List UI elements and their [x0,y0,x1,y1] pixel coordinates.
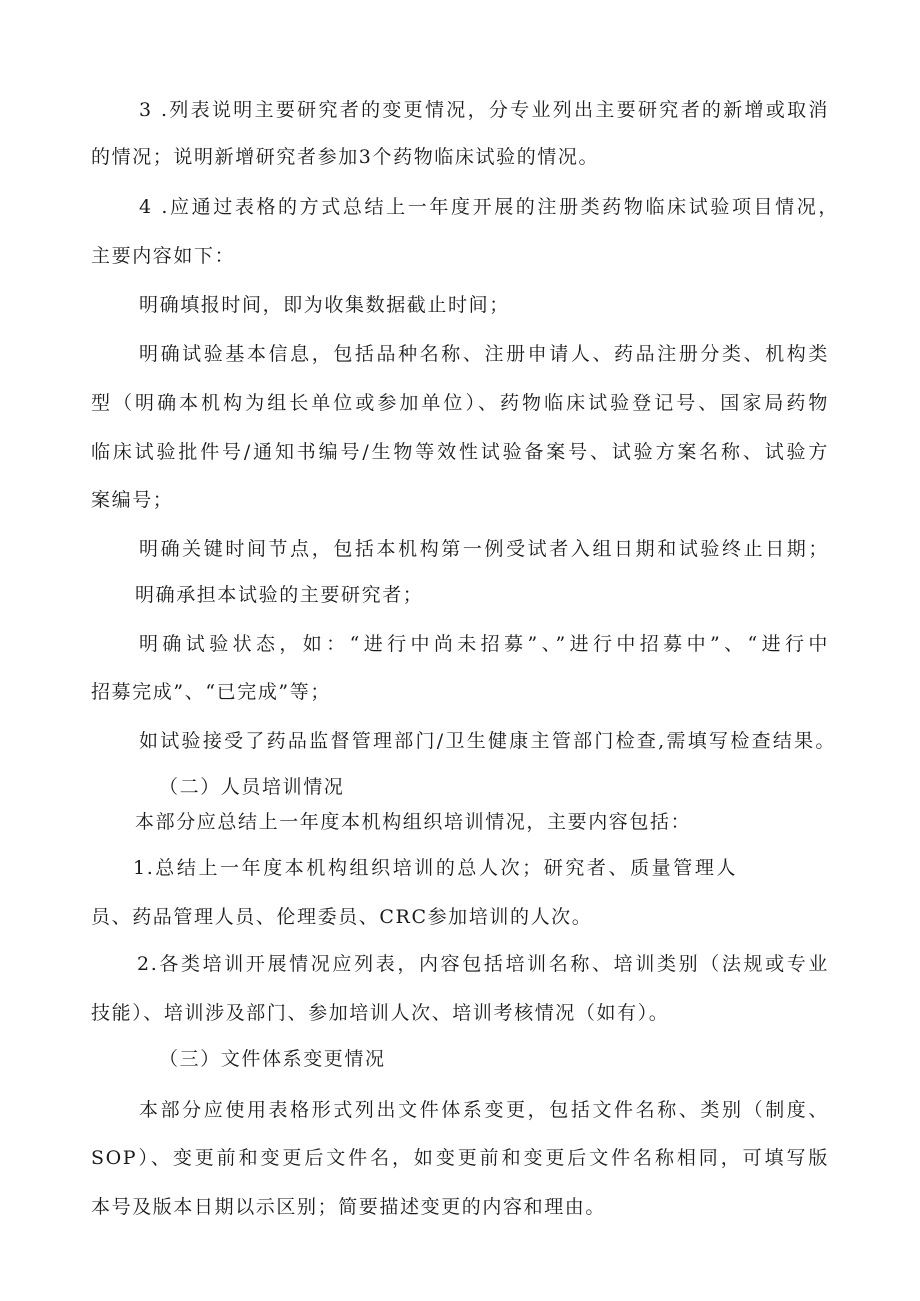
text-line-9: 案编号； [91,489,174,511]
text-line-13: 招募完成”、“已完成”等； [91,681,331,703]
text-line-1: 3 .列表说明主要研究者的变更情况，分专业列出主要研究者的新增或取消 [139,99,829,121]
text-line-17: 1.总结上一年度本机构组织培训的总人次；研究者、质量管理人 [133,857,737,879]
text-line-12: 明确试验状态，如：“进行中尚未招募”、”进行中招募中”、“进行中 [139,633,829,655]
text-line-18: 员、药品管理人员、伦理委员、CRC参加培训的人次。 [91,906,593,928]
text-line-11: 明确承担本试验的主要研究者； [135,584,424,606]
text-line-5: 明确填报时间，即为收集数据截止时间； [139,294,510,316]
section-heading-documents: （三）文件体系变更情况 [159,1048,386,1070]
text-line-19: 2.各类培训开展情况应列表，内容包括培训名称、培训类别（法规或专业 [137,953,829,975]
text-line-14: 如试验接受了药品监督管理部门/卫生健康主管部门检查,需填写检查结果。 [139,730,836,752]
text-line-7: 型（明确本机构为组长单位或参加单位）、药物临床试验登记号、国家局药物 [91,392,829,414]
text-line-10: 明确关键时间节点，包括本机构第一例受试者入组日期和试验终止日期； [139,538,829,560]
text-line-23: SOP）、变更前和变更后文件名，如变更前和变更后文件名称相同，可填写版 [91,1147,829,1169]
text-line-20: 技能）、培训涉及部门、参加培训人次、培训考核情况（如有）。 [91,1002,670,1024]
text-line-16: 本部分应总结上一年度本机构组织培训情况，主要内容包括： [135,811,692,833]
text-line-3: 4 .应通过表格的方式总结上一年度开展的注册类药物临床试验项目情况， [139,196,839,218]
text-line-2: 的情况；说明新增研究者参加3个药物临床试验的情况。 [91,146,600,168]
text-line-24: 本号及版本日期以示区别；简要描述变更的内容和理由。 [91,1196,607,1218]
text-line-4: 主要内容如下： [91,245,236,267]
section-heading-training: （二）人员培训情况 [159,776,345,798]
text-line-22: 本部分应使用表格形式列出文件体系变更，包括文件名称、类别（制度、 [139,1099,829,1121]
text-line-8: 临床试验批件号/通知书编号/生物等效性试验备案号、试验方案名称、试验方 [91,441,829,463]
text-line-6: 明确试验基本信息，包括品种名称、注册申请人、药品注册分类、机构类 [139,343,829,365]
